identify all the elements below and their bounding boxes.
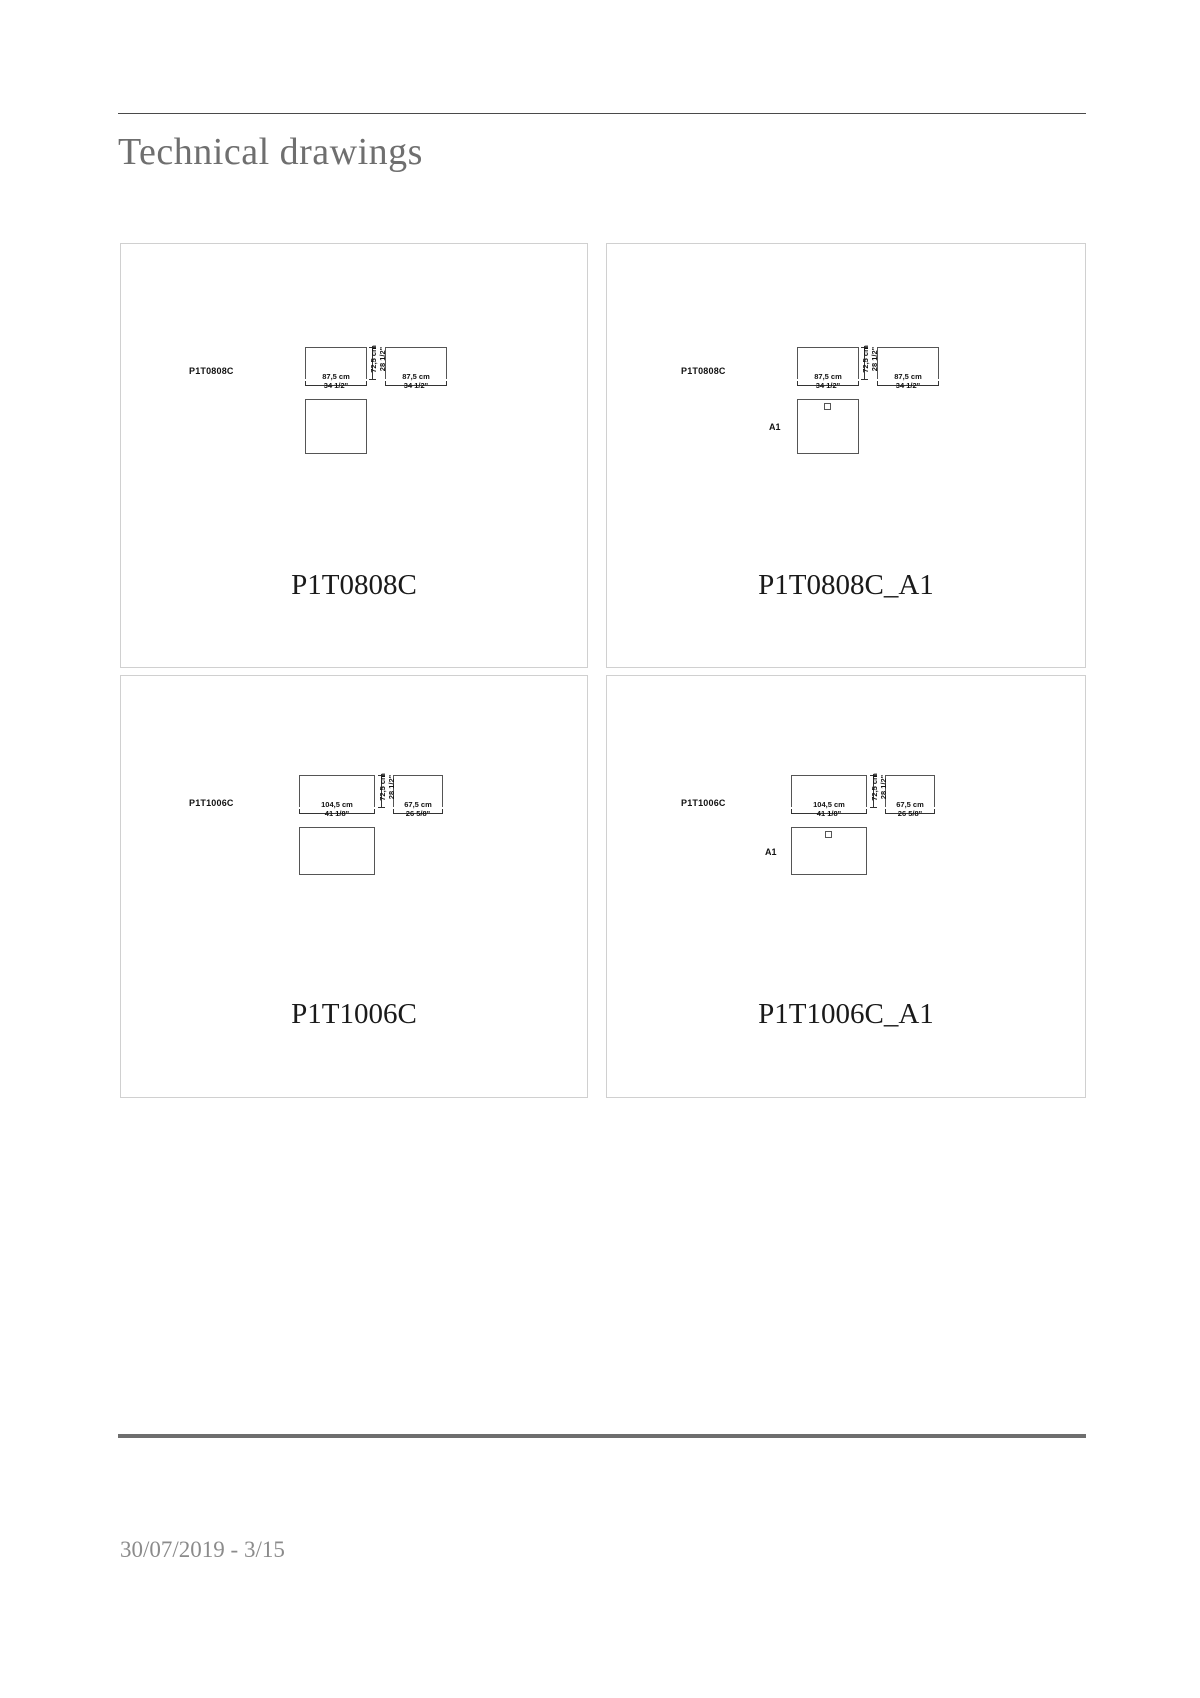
width-dim-inch: 34 1/2": [815, 381, 841, 391]
height-dim-inch: 28 1/2": [870, 346, 880, 372]
technical-drawing: [189, 751, 519, 911]
drawing-card[interactable]: [606, 675, 1086, 1098]
page-title: Technical drawings: [118, 131, 423, 173]
footer-text: 30/07/2019 - 3/15: [120, 1537, 285, 1562]
width-dimension-text: [299, 800, 375, 819]
drawing-caption: P1T1006C: [291, 998, 417, 1030]
a1-detail-marker-icon: [825, 831, 832, 838]
width-dim-inch: 41 1/8": [324, 809, 350, 819]
drawing-card[interactable]: [120, 243, 588, 668]
drawing-caption: P1T1006C_A1: [758, 998, 934, 1030]
height-dim-cm: 72,5 cm: [369, 345, 378, 373]
width-dimension-text: [790, 372, 866, 391]
technical-drawing: [681, 751, 1011, 911]
product-code-label: P1T0808C: [189, 366, 234, 376]
width-dimension-text: [791, 800, 867, 819]
width-dimension-text: [298, 372, 374, 391]
drawings-grid: [120, 243, 1086, 1098]
depth-dim-cm: 87,5 cm: [894, 372, 922, 381]
width-dim-inch: 41 1/8": [816, 809, 842, 819]
drawing-caption: P1T0808C_A1: [758, 569, 934, 601]
width-dim-cm: 104,5 cm: [321, 800, 353, 809]
a1-label: A1: [765, 847, 777, 857]
a1-label: A1: [769, 422, 781, 432]
depth-dimension-text: [870, 372, 946, 391]
height-dim-cm: 72,5 cm: [870, 773, 879, 801]
height-dim-inch: 28 1/2": [378, 346, 388, 372]
depth-dim-cm: 67,5 cm: [896, 800, 924, 809]
product-code-label: P1T1006C: [681, 798, 726, 808]
top-view-outline: [299, 827, 375, 875]
height-dim-cm: 72,5 cm: [378, 773, 387, 801]
drawing-card[interactable]: [120, 675, 588, 1098]
drawing-caption: P1T0808C: [291, 569, 417, 601]
depth-dim-cm: 87,5 cm: [402, 372, 430, 381]
height-dim-inch: 28 1/2": [879, 774, 889, 800]
depth-dim-inch: 26 5/8": [405, 809, 431, 819]
technical-drawing: [189, 319, 519, 479]
depth-dim-cm: 67,5 cm: [404, 800, 432, 809]
header-divider: [118, 113, 1086, 114]
footer-divider: [118, 1434, 1086, 1438]
width-dim-cm: 87,5 cm: [322, 372, 350, 381]
depth-dimension-text: [872, 800, 948, 819]
width-dim-inch: 34 1/2": [323, 381, 349, 391]
width-dim-cm: 104,5 cm: [813, 800, 845, 809]
width-dim-cm: 87,5 cm: [814, 372, 842, 381]
depth-dimension-text: [378, 372, 454, 391]
a1-detail-marker-icon: [824, 403, 831, 410]
product-code-label: P1T0808C: [681, 366, 726, 376]
drawing-card[interactable]: [606, 243, 1086, 668]
top-view-outline: [305, 399, 367, 454]
depth-dim-inch: 34 1/2": [895, 381, 921, 391]
product-code-label: P1T1006C: [189, 798, 234, 808]
technical-drawing: [681, 319, 1011, 479]
depth-dimension-text: [380, 800, 456, 819]
depth-dim-inch: 26 5/8": [897, 809, 923, 819]
depth-dim-inch: 34 1/2": [403, 381, 429, 391]
height-dim-cm: 72,5 cm: [861, 345, 870, 373]
height-dim-inch: 28 1/2": [387, 774, 397, 800]
